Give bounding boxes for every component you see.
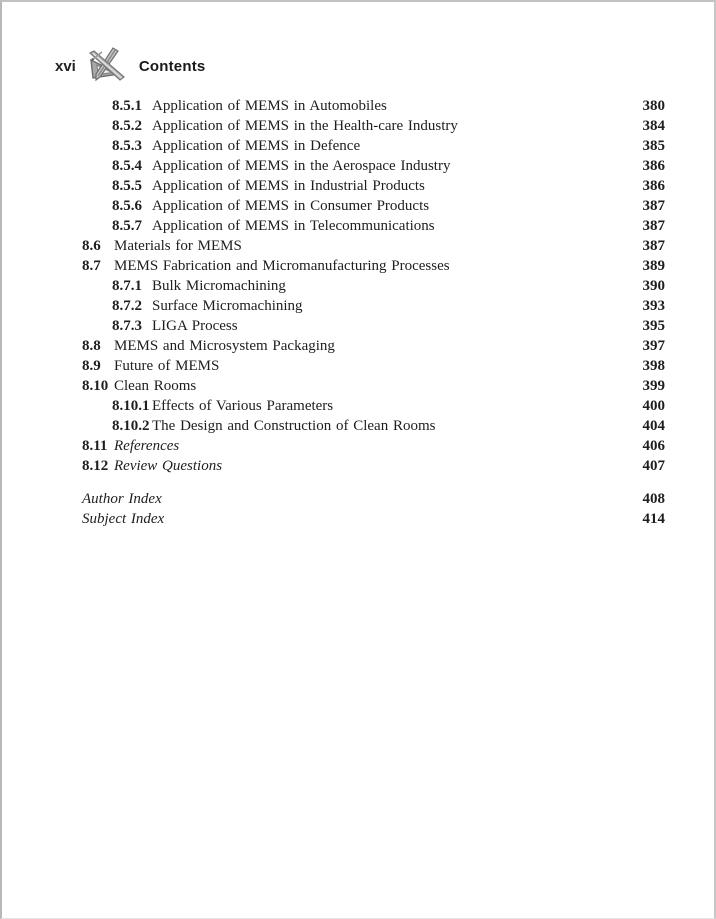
toc-entry	[2, 96, 665, 116]
back-matter-entry	[2, 509, 665, 529]
back-matter-title: Author Index	[82, 491, 162, 507]
toc-entry-number: 8.5.7	[112, 218, 142, 234]
toc-entry-number: 8.5.2	[112, 118, 142, 134]
toc-entry-number: 8.5.6	[112, 198, 142, 214]
toc-entry	[2, 136, 665, 156]
toc-entry-page: 386	[642, 178, 665, 194]
toc-entry-page: 387	[642, 218, 665, 234]
toc-entry	[2, 176, 665, 196]
toc-entry-number: 8.8	[82, 338, 101, 354]
toc-entry-page: 398	[642, 358, 665, 374]
page-header	[55, 46, 205, 86]
toc-entry-number: 8.9	[82, 358, 101, 374]
toc-entry-page: 399	[642, 378, 665, 394]
toc-entry-title: Application of MEMS in the Aerospace Industry	[152, 158, 451, 174]
toc-entry-page: 393	[642, 298, 665, 314]
toc-entry	[2, 416, 665, 436]
toc-entry-number: 8.5.4	[112, 158, 142, 174]
toc-entry-page: 389	[642, 258, 665, 274]
folio-page-number: xvi	[55, 57, 76, 75]
toc-entry-page: 380	[642, 98, 665, 114]
toc-entry-page: 395	[642, 318, 665, 334]
toc-entry-title: Application of MEMS in Telecommunications	[152, 218, 435, 234]
toc-entry	[2, 436, 665, 456]
drafting-tools-icon	[88, 47, 128, 85]
toc-entry-number: 8.5.5	[112, 178, 142, 194]
toc-entry-page: 386	[642, 158, 665, 174]
toc-entry-title: References	[114, 438, 180, 454]
toc-entry-number: 8.10.2	[112, 418, 150, 434]
toc-entry-number: 8.5.1	[112, 98, 142, 114]
toc-entry	[2, 276, 665, 296]
toc-entry-number: 8.7.1	[112, 278, 142, 294]
toc-entry-title: Clean Rooms	[114, 378, 197, 394]
page-title: Contents	[138, 57, 206, 75]
toc-entry	[2, 156, 665, 176]
toc-entry-page: 404	[642, 418, 665, 434]
toc-entry-number: 8.7.3	[112, 318, 142, 334]
toc-entry-title: Surface Micromachining	[152, 298, 303, 314]
toc-entry-title: Application of MEMS in Consumer Products	[152, 198, 430, 214]
toc-list	[2, 96, 665, 529]
toc-entry-page: 387	[642, 238, 665, 254]
toc-entry-title: Review Questions	[114, 458, 223, 474]
toc-entry-title: Materials for MEMS	[114, 238, 242, 254]
toc-entry-page: 385	[642, 138, 665, 154]
toc-entry-title: MEMS Fabrication and Micromanufacturing Processes	[114, 258, 450, 274]
toc-entry	[2, 336, 665, 356]
toc-entry-number: 8.5.3	[112, 138, 142, 154]
toc-entry	[2, 116, 665, 136]
toc-entry-title: Bulk Micromachining	[152, 278, 286, 294]
toc-entry	[2, 196, 665, 216]
toc-entry-title: Effects of Various Parameters	[152, 398, 334, 414]
toc-entry	[2, 396, 665, 416]
toc-entry-page: 384	[642, 118, 665, 134]
back-matter-title: Subject Index	[82, 511, 165, 527]
toc-entry-page: 387	[642, 198, 665, 214]
toc-entry-title: Application of MEMS in the Health-care Industry	[152, 118, 458, 134]
toc-entry-title: The Design and Construction of Clean Rooms	[152, 418, 436, 434]
toc-entry-number: 8.10.1	[112, 398, 150, 414]
toc-entry-page: 406	[642, 438, 665, 454]
toc-entry-title: Application of MEMS in Industrial Products	[152, 178, 425, 194]
toc-entry-page: 400	[642, 398, 665, 414]
toc-entry-page: 390	[642, 278, 665, 294]
toc-entry	[2, 216, 665, 236]
back-matter-page: 414	[642, 511, 665, 527]
toc-entry-title: Application of MEMS in Defence	[152, 138, 361, 154]
toc-entry-title: Future of MEMS	[114, 358, 220, 374]
toc-entry-title: Application of MEMS in Automobiles	[152, 98, 387, 114]
toc-entry-title: MEMS and Microsystem Packaging	[114, 338, 335, 354]
toc-entry-page: 397	[642, 338, 665, 354]
toc-entry-number: 8.7.2	[112, 298, 142, 314]
back-matter-page: 408	[642, 491, 665, 507]
toc-entry-number: 8.12	[82, 458, 109, 474]
toc-entry-title: LIGA Process	[152, 318, 238, 334]
toc-entry	[2, 376, 665, 396]
toc-entry-page: 407	[642, 458, 665, 474]
toc-entry-number: 8.11	[82, 438, 108, 454]
back-matter-entry	[2, 489, 665, 509]
toc-entry	[2, 356, 665, 376]
toc-entry	[2, 236, 665, 256]
toc-entry-number: 8.10	[82, 378, 109, 394]
toc-entry-number: 8.6	[82, 238, 101, 254]
toc-entry	[2, 296, 665, 316]
toc-entry	[2, 456, 665, 476]
toc-entry-number: 8.7	[82, 258, 101, 274]
toc-entry	[2, 316, 665, 336]
toc-entry	[2, 256, 665, 276]
